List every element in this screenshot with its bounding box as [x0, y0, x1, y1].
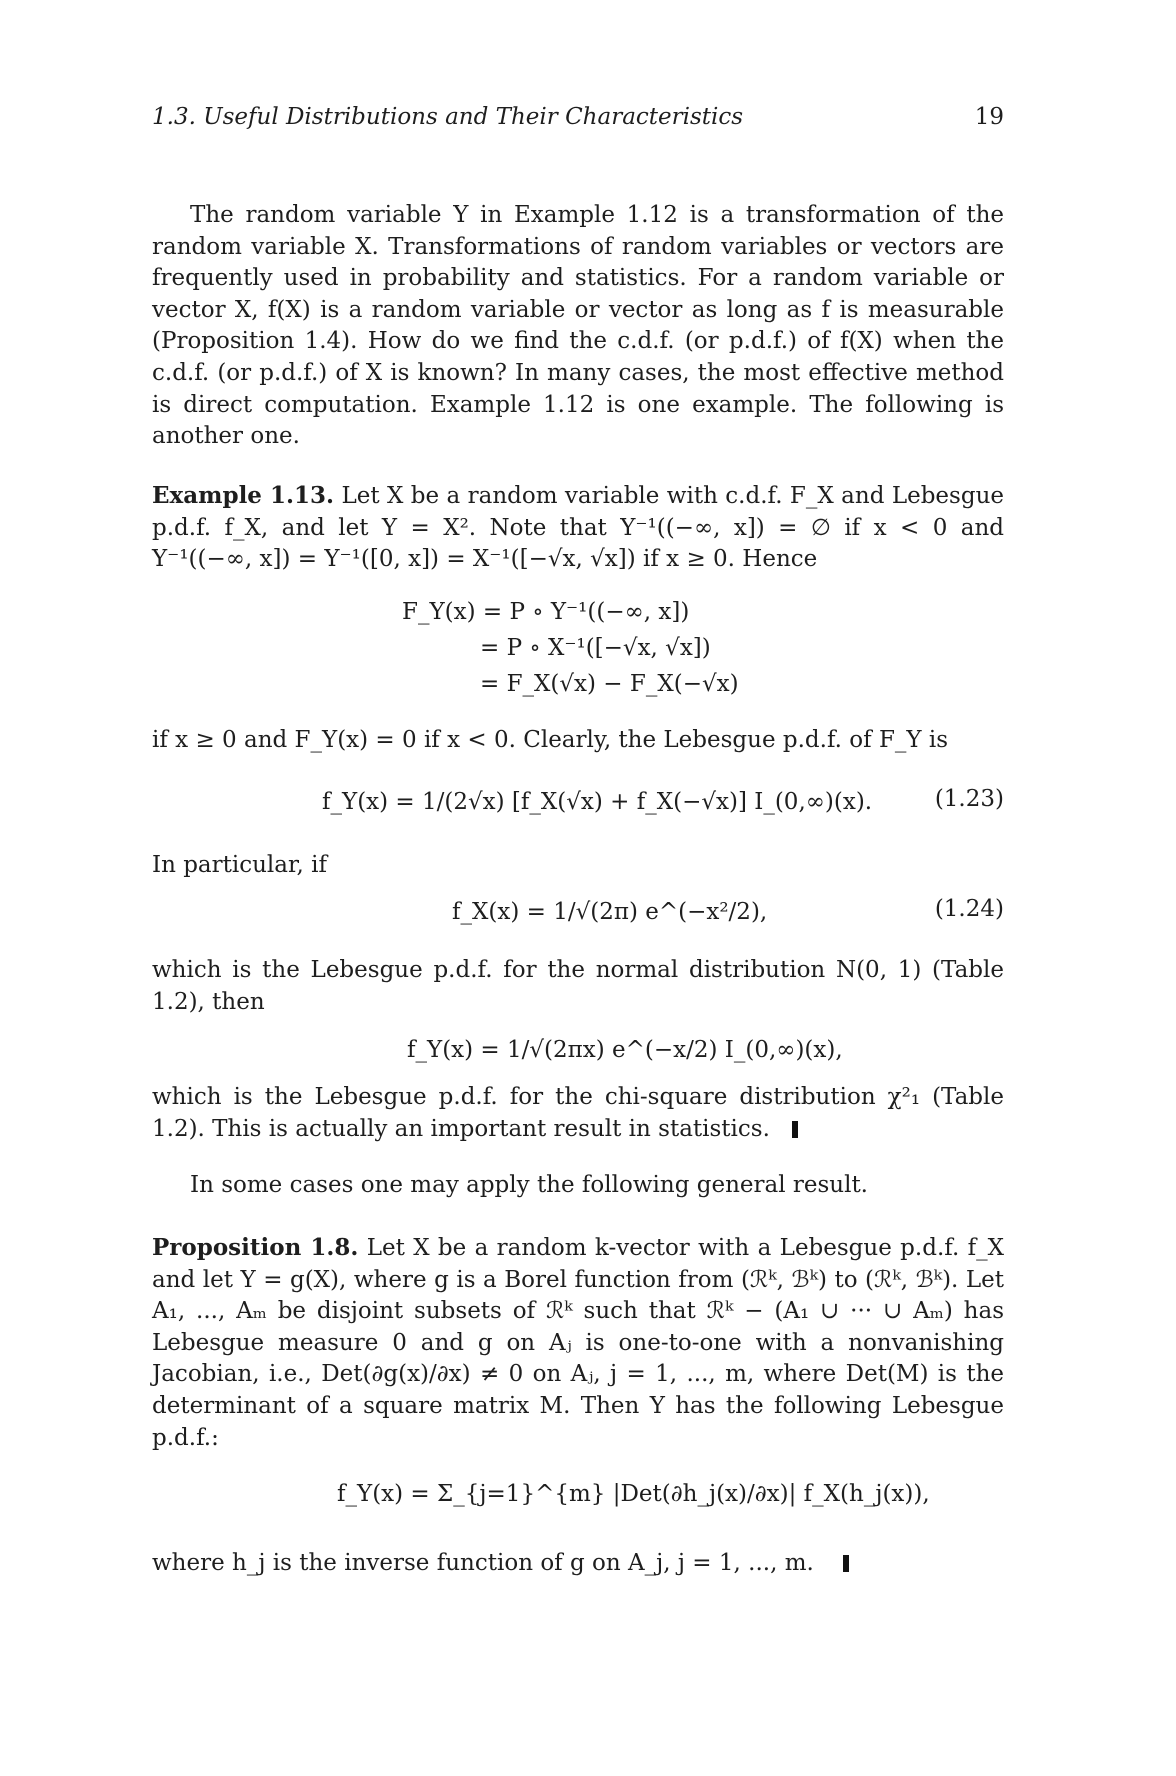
running-header — [152, 104, 1004, 136]
equation-1-23: f_Y(x) = 1/(2√x) [f_X(√x) + f_X(−√x)] I_(0,∞)(x). — [322, 789, 873, 815]
intro-paragraph: The random variable Y in Example 1.12 is a transformation of the random variable X. Transformations of random variables or vectors are frequently used in probability and statistics. For a random variable or vector X, f(X) is a random variable or vector as long as f is measurable (Proposition 1.4). How do we find the c.d.f. (or p.d.f.) of f(X) when the c.d.f. (or p.d.f.) of X is known? In many cases, the most effective method is direct computation. Example 1.12 is one example. The following is another one. — [152, 202, 1004, 450]
proposition-formula: f_Y(x) = Σ_{j=1}^{m} |Det(∂h_j(x)/∂x)| f_X(h_j(x)), — [337, 1481, 930, 1507]
after-align-text: if x ≥ 0 and F_Y(x) = 0 if x < 0. Clearly, the Lebesgue p.d.f. of F_Y is — [152, 727, 949, 753]
example-label: Example 1.13. — [152, 482, 335, 509]
end-of-proof-mark — [792, 1121, 798, 1138]
in-particular-text: In particular, if — [152, 852, 327, 878]
example-statement — [152, 480, 1004, 576]
example-text: Let X be a random variable with c.d.f. F_X and Lebesgue p.d.f. f_X, and let Y = X². Note that Y⁻¹((−∞, x]) = ∅ if x < 0 and Y⁻¹((−∞, x]) = Y⁻¹([0, x]) = X⁻¹([−√x, √x]) if x ≥ 0. Hence — [152, 483, 1004, 573]
page-number: 19 — [974, 104, 1004, 130]
align-line-2: = P ∘ X⁻¹([−√x, √x]) — [480, 635, 711, 661]
transition-paragraph: In some cases one may apply the following general result. — [190, 1172, 868, 1198]
proposition-statement — [152, 1232, 1004, 1454]
normal-distribution-text: which is the Lebesgue p.d.f. for the normal distribution N(0, 1) (Table 1.2), then — [152, 957, 1004, 1015]
proposition-closing-text: where h_j is the inverse function of g on A_j, j = 1, ..., m. — [152, 1550, 814, 1576]
proposition-closing — [152, 1548, 1004, 1580]
proposition-text: Let X be a random k-vector with a Lebesgue p.d.f. f_X and let Y = g(X), where g is a Borel function from (ℛᵏ, ℬᵏ) to (ℛᵏ, ℬᵏ). Let A₁, ..., Aₘ be disjoint subsets of ℛᵏ such that ℛᵏ − (A₁ ∪ ··· ∪ Aₘ) has Lebesgue measure 0 and g on Aⱼ is one-to-one with a nonvanishing Jacobian, i.e., Det(∂g(x)/∂x) ≠ 0 on Aⱼ, j = 1, ..., m, where Det(M) is the determinant of a square matrix M. Then Y has the following Lebesgue p.d.f.: — [152, 1235, 1004, 1451]
proposition-label: Proposition 1.8. — [152, 1234, 359, 1261]
equation-1-23-label: (1.23) — [934, 786, 1004, 812]
book-page — [152, 0, 1004, 1776]
chi-square-text — [152, 1082, 1004, 1145]
equation-chi-square: f_Y(x) = 1/√(2πx) e^(−x/2) I_(0,∞)(x), — [407, 1037, 843, 1063]
running-title: 1.3. Useful Distributions and Their Characteristics — [152, 104, 744, 130]
end-of-proposition-mark — [843, 1555, 849, 1572]
equation-1-24: f_X(x) = 1/√(2π) e^(−x²/2), — [452, 899, 768, 925]
equation-1-24-label: (1.24) — [934, 896, 1004, 922]
chi-square-sentence: which is the Lebesgue p.d.f. for the chi-square distribution χ²₁ (Table 1.2). This is actually an important result in statistics. — [152, 1084, 1004, 1142]
align-line-1: F_Y(x) = P ∘ Y⁻¹((−∞, x]) — [402, 599, 690, 625]
align-line-3: = F_X(√x) − F_X(−√x) — [480, 671, 739, 697]
